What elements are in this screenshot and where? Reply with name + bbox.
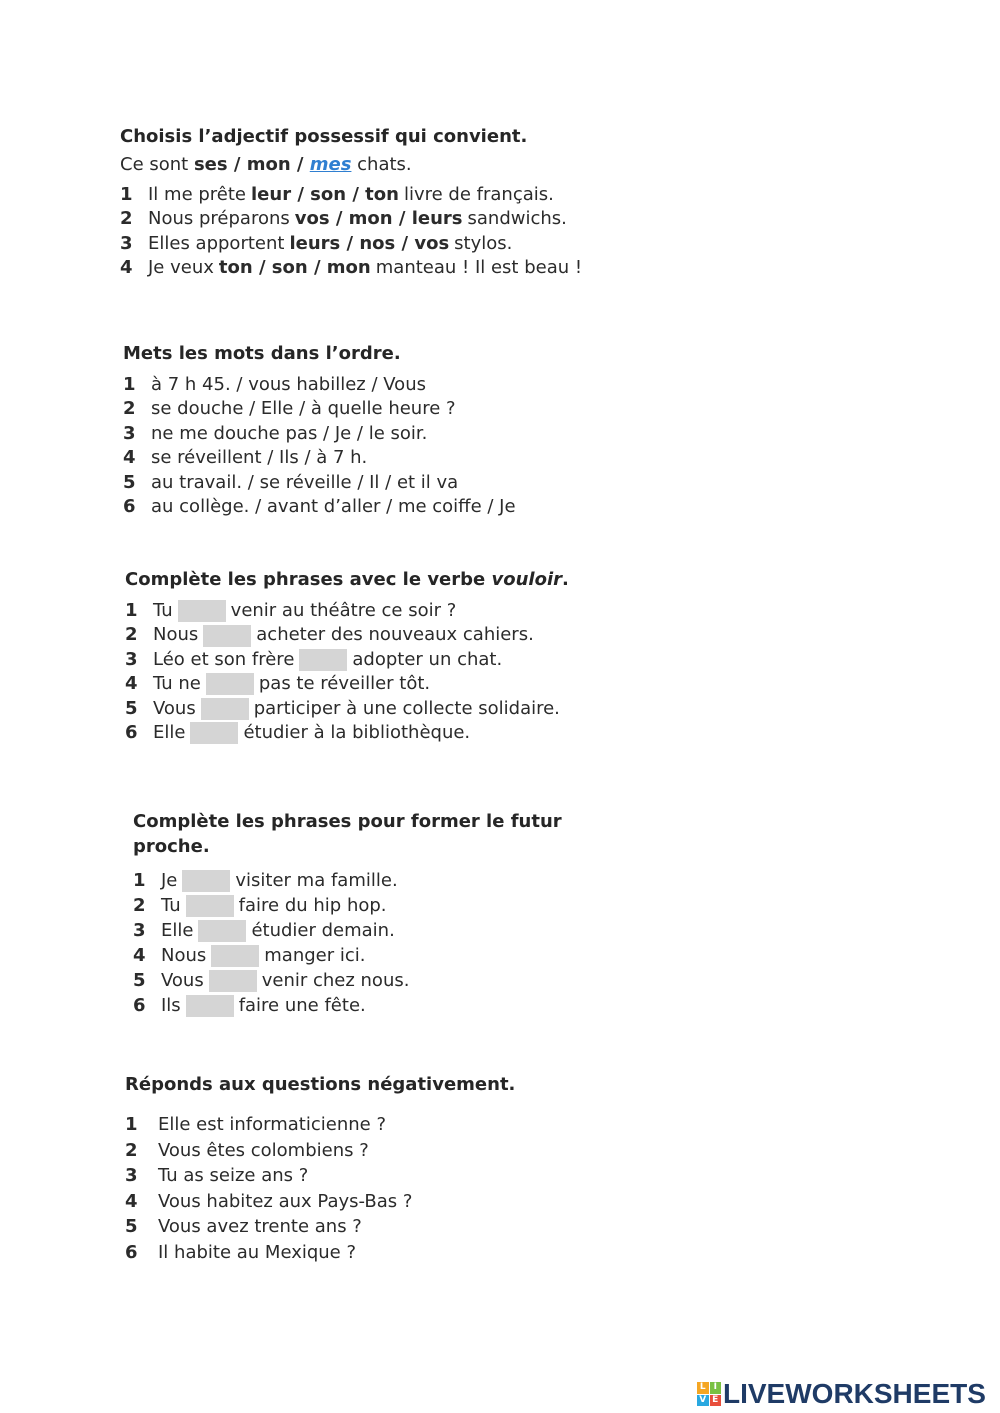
example-answer: mes: [309, 154, 352, 175]
item-text: faire du hip hop.: [238, 895, 387, 916]
item-number: 1: [133, 870, 146, 891]
list-item[interactable]: [125, 1163, 515, 1189]
item-number: 1: [120, 184, 133, 205]
item-text: Nous: [153, 624, 199, 646]
list-item: [120, 256, 582, 280]
item-number: 5: [123, 471, 136, 493]
title-punct: .: [562, 569, 569, 590]
item-text: Ils: [161, 995, 181, 1016]
item-number: 3: [133, 920, 146, 941]
section-title: [133, 809, 562, 859]
item-number: 3: [125, 648, 138, 670]
list-item: [133, 868, 562, 893]
item-number: 1: [123, 374, 136, 395]
item-number: 5: [133, 970, 146, 991]
list-item: [125, 648, 569, 672]
list-item: [125, 623, 569, 647]
list-item: [120, 207, 582, 231]
title-line: proche.: [133, 836, 210, 857]
item-text: participer à une collecte solidaire.: [253, 697, 560, 719]
item-text: sandwichs.: [467, 208, 567, 230]
item-text: venir au théâtre ce soir ?: [230, 600, 457, 621]
list-item[interactable]: [123, 422, 516, 446]
section-vouloir: [125, 567, 569, 745]
item-options[interactable]: ton / son / mon: [218, 257, 371, 279]
list-item: [133, 893, 562, 918]
item-text: Il me prête: [148, 184, 246, 205]
item-text: Elle est informaticienne ?: [158, 1114, 387, 1135]
item-number: 3: [120, 232, 133, 254]
list-item: [133, 993, 562, 1018]
item-text: Tu: [161, 895, 181, 916]
item-text: Tu as seize ans ?: [158, 1165, 309, 1186]
item-number: 4: [125, 1190, 138, 1212]
item-number: 4: [125, 673, 138, 695]
list-item: [120, 183, 582, 207]
item-text: Elles apportent: [148, 232, 285, 254]
item-text: manger ici.: [264, 945, 366, 966]
item-number: 4: [120, 257, 133, 279]
item-options[interactable]: leurs / nos / vos: [289, 232, 450, 254]
item-text: venir chez nous.: [261, 970, 410, 991]
item-text: Il habite au Mexique ?: [158, 1241, 357, 1263]
item-number: 1: [125, 1114, 138, 1135]
item-text: adopter un chat.: [352, 648, 503, 670]
item-number: 2: [133, 895, 146, 916]
item-text: au travail. / se réveille / Il / et il va: [151, 471, 459, 493]
answer-blank[interactable]: [190, 722, 238, 744]
list-item[interactable]: [125, 1112, 515, 1138]
item-number: 3: [123, 422, 136, 444]
item-number: 6: [125, 722, 138, 744]
list-item[interactable]: [123, 397, 516, 421]
section-title: Choisis l’adjectif possessif qui convient.: [120, 126, 528, 147]
item-number: 2: [120, 208, 133, 230]
item-number: 5: [125, 697, 138, 719]
answer-blank[interactable]: [201, 698, 249, 720]
title-verb: vouloir: [491, 569, 563, 590]
section-possessive-adjectives: [120, 124, 582, 281]
answer-blank[interactable]: [178, 600, 226, 622]
item-text: se réveillent / Ils / à 7 h.: [151, 447, 368, 469]
answer-blank[interactable]: [209, 970, 257, 992]
item-number: 5: [125, 1216, 138, 1237]
item-number: 2: [123, 398, 136, 420]
item-text: Nous: [161, 945, 207, 966]
list-item: [120, 232, 582, 256]
answer-blank[interactable]: [186, 895, 234, 917]
list-item[interactable]: [125, 1214, 515, 1240]
section-title: [125, 567, 569, 592]
item-text: stylos.: [454, 232, 513, 254]
item-text: Vous êtes colombiens ?: [158, 1139, 369, 1161]
list-item[interactable]: [123, 471, 516, 495]
item-text: Nous préparons: [148, 208, 290, 230]
item-number: 3: [125, 1165, 138, 1186]
item-text: Vous habitez aux Pays-Bas ?: [158, 1190, 413, 1212]
item-text: ne me douche pas / Je / le soir.: [151, 422, 428, 444]
list-item: [125, 721, 569, 745]
list-item[interactable]: [123, 446, 516, 470]
item-text: Vous: [161, 970, 204, 991]
section-title: Mets les mots dans l’ordre.: [123, 343, 401, 364]
item-text: Je: [161, 870, 178, 891]
item-text: livre de français.: [403, 184, 554, 205]
list-item: [133, 968, 562, 993]
item-text: au collège. / avant d’aller / me coiffe / Je: [151, 496, 516, 518]
item-text: Léo et son frère: [153, 648, 295, 670]
list-item[interactable]: [125, 1189, 515, 1215]
list-item[interactable]: [125, 1240, 515, 1266]
item-text: Tu ne: [153, 673, 201, 695]
item-text: faire une fête.: [238, 995, 366, 1016]
logo-mark-letter: E: [710, 1395, 722, 1407]
answer-blank[interactable]: [186, 995, 234, 1017]
answer-blank[interactable]: [182, 870, 230, 892]
example-suffix: chats.: [351, 154, 412, 175]
item-text: manteau ! Il est beau !: [375, 257, 583, 279]
logo-text: LIVEWORKSHEETS: [723, 1378, 986, 1409]
item-text: étudier demain.: [251, 920, 395, 941]
item-text: se douche / Elle / à quelle heure ?: [151, 398, 456, 420]
list-item[interactable]: [123, 373, 516, 397]
example-prefix: Ce sont: [120, 154, 194, 175]
title-line: Complète les phrases pour former le futur: [133, 811, 562, 832]
item-number: 1: [125, 600, 138, 621]
item-text: Vous avez trente ans ?: [158, 1216, 362, 1237]
item-number: 4: [123, 447, 136, 469]
item-number: 2: [125, 624, 138, 646]
item-number: 6: [133, 995, 146, 1016]
item-options[interactable]: leur / son / ton: [251, 184, 399, 205]
item-text: Elle: [161, 920, 194, 941]
answer-blank[interactable]: [299, 649, 347, 671]
list-item: [125, 697, 569, 721]
answer-blank[interactable]: [206, 673, 254, 695]
list-item[interactable]: [123, 495, 516, 519]
logo-mark-icon: [697, 1382, 721, 1406]
item-options[interactable]: vos / mon / leurs: [294, 208, 463, 230]
item-number: 6: [123, 496, 136, 518]
list-item: [125, 599, 569, 623]
section-futur-proche: [133, 809, 562, 1018]
item-number: 6: [125, 1241, 138, 1263]
list-item: [125, 672, 569, 696]
item-number: 2: [125, 1139, 138, 1161]
example-options: ses / mon /: [193, 154, 310, 175]
item-text: Je veux: [148, 257, 214, 279]
item-text: Tu: [153, 600, 173, 621]
section-negative-answers: [125, 1072, 515, 1265]
logo-mark-letter: I: [710, 1382, 722, 1394]
item-text: pas te réveiller tôt.: [258, 673, 431, 695]
item-number: 4: [133, 945, 146, 966]
list-item: [133, 918, 562, 943]
item-text: Vous: [153, 697, 196, 719]
title-text: Complète les phrases avec le verbe: [125, 569, 492, 590]
item-text: visiter ma famille.: [235, 870, 398, 891]
section-title: Réponds aux questions négativement.: [125, 1074, 516, 1095]
answer-blank[interactable]: [211, 945, 259, 967]
list-item[interactable]: [125, 1138, 515, 1164]
item-text: étudier à la bibliothèque.: [243, 722, 471, 744]
logo-mark-letter: L: [697, 1382, 709, 1394]
example-sentence: [120, 153, 582, 177]
answer-blank[interactable]: [203, 625, 251, 647]
liveworksheets-logo[interactable]: [697, 1380, 986, 1408]
section-word-order: [123, 341, 516, 519]
item-text: à 7 h 45. / vous habillez / Vous: [151, 374, 426, 395]
answer-blank[interactable]: [198, 920, 246, 942]
list-item: [133, 943, 562, 968]
item-text: Elle: [153, 722, 186, 744]
item-text: acheter des nouveaux cahiers.: [256, 624, 534, 646]
logo-mark-letter: V: [697, 1395, 709, 1407]
